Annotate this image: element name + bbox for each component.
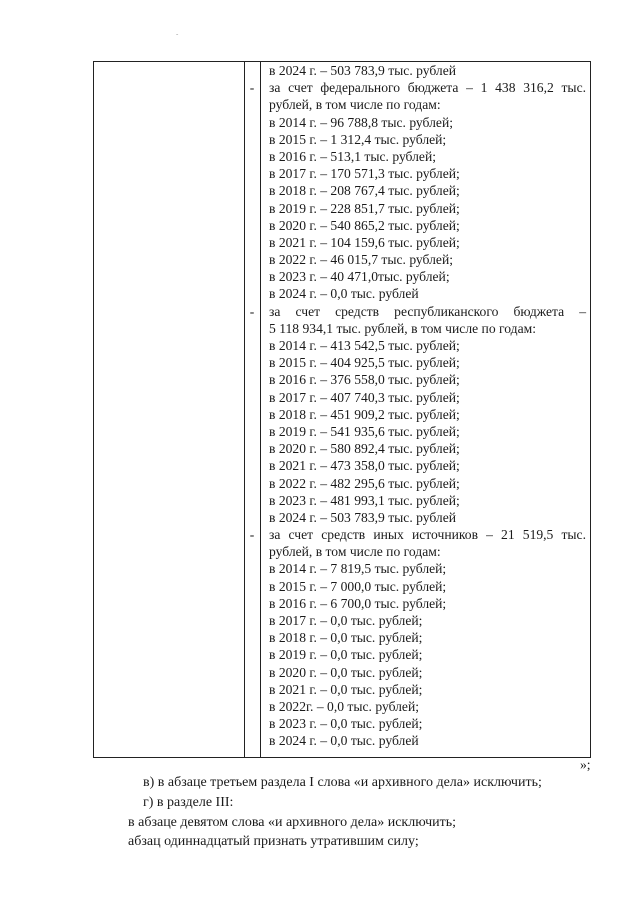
table-row bbox=[94, 629, 590, 646]
row-text: в 2021 г. – 0,0 тыс. рублей; bbox=[269, 681, 423, 697]
row-text: в 2014 г. – 7 819,5 тыс. рублей; bbox=[269, 561, 447, 577]
table-row bbox=[94, 354, 590, 371]
row-dash: - bbox=[249, 303, 255, 319]
row-text: за счет средств республиканского бюджета – bbox=[269, 303, 586, 319]
table-row bbox=[94, 320, 590, 337]
row-text: в 2015 г. – 404 925,5 тыс. рублей; bbox=[269, 355, 460, 371]
table-row bbox=[94, 492, 590, 509]
table-row bbox=[94, 131, 590, 148]
row-text: в 2023 г. – 40 471,0тыс. рублей; bbox=[269, 269, 450, 285]
row-text: в 2020 г. – 0,0 тыс. рублей; bbox=[269, 664, 423, 680]
budget-table bbox=[93, 61, 591, 758]
table-row bbox=[94, 217, 590, 234]
table-row bbox=[94, 715, 590, 732]
table-row bbox=[94, 646, 590, 663]
table-row bbox=[94, 62, 590, 79]
row-text: за счет федерального бюджета – 1 438 316,2 тыс. bbox=[269, 80, 586, 96]
table-row bbox=[94, 371, 590, 388]
table-row bbox=[94, 578, 590, 595]
row-text: в 2019 г. – 0,0 тыс. рублей; bbox=[269, 647, 423, 663]
table-row bbox=[94, 698, 590, 715]
row-text: в 2020 г. – 580 892,4 тыс. рублей; bbox=[269, 441, 460, 457]
row-text: в 2024 г. – 0,0 тыс. рублей bbox=[269, 286, 419, 302]
table-row bbox=[94, 337, 590, 354]
table-row bbox=[94, 457, 590, 474]
row-text: в 2015 г. – 7 000,0 тыс. рублей; bbox=[269, 578, 447, 594]
table-row bbox=[94, 234, 590, 251]
table-row bbox=[94, 664, 590, 681]
row-dash: - bbox=[249, 80, 255, 96]
table-row bbox=[94, 509, 590, 526]
row-text: в 2016 г. – 376 558,0 тыс. рублей; bbox=[269, 372, 460, 388]
closing-quote: »; bbox=[580, 757, 591, 772]
page-mark: - bbox=[176, 30, 179, 38]
row-text: рублей, в том числе по годам: bbox=[269, 97, 441, 113]
row-text: в 2016 г. – 6 700,0 тыс. рублей; bbox=[269, 595, 447, 611]
table-row bbox=[94, 595, 590, 612]
table-row bbox=[94, 475, 590, 492]
table-row bbox=[94, 423, 590, 440]
row-text: в 2019 г. – 228 851,7 тыс. рублей; bbox=[269, 200, 460, 216]
table-row bbox=[94, 182, 590, 199]
row-text: в 2023 г. – 0,0 тыс. рублей; bbox=[269, 716, 423, 732]
row-text: в 2019 г. – 541 935,6 тыс. рублей; bbox=[269, 423, 460, 439]
row-text: рублей, в том числе по годам: bbox=[269, 544, 441, 560]
row-text: в 2024 г. – 503 783,9 тыс. рублей bbox=[269, 509, 457, 525]
table-rows bbox=[94, 62, 590, 750]
row-text: в 2021 г. – 473 358,0 тыс. рублей; bbox=[269, 458, 460, 474]
row-text: в 2014 г. – 413 542,5 тыс. рублей; bbox=[269, 338, 460, 353]
row-text: в 2017 г. – 407 740,3 тыс. рублей; bbox=[269, 389, 460, 405]
table-row bbox=[94, 268, 590, 285]
table-row bbox=[94, 406, 590, 423]
row-text: в 2015 г. – 1 312,4 тыс. рублей; bbox=[269, 131, 447, 147]
table-row bbox=[94, 285, 590, 302]
row-text: в 2024 г. – 0,0 тыс. рублей bbox=[269, 733, 419, 749]
table-row bbox=[94, 389, 590, 406]
row-text: в 2022г. – 0,0 тыс. рублей; bbox=[269, 698, 420, 714]
row-text: в 2022 г. – 46 015,7 тыс. рублей; bbox=[269, 252, 453, 268]
row-text: в 2023 г. – 481 993,1 тыс. рублей; bbox=[269, 492, 460, 508]
table-row bbox=[94, 440, 590, 457]
row-text: в 2017 г. – 0,0 тыс. рублей; bbox=[269, 613, 423, 628]
row-text: за счет средств иных источников – 21 519,5 тыс. bbox=[269, 527, 586, 543]
row-text: в 2014 г. – 96 788,8 тыс. рублей; bbox=[269, 114, 453, 130]
table-row bbox=[94, 200, 590, 217]
paragraph-g: г) в разделе III: bbox=[143, 795, 234, 810]
row-text: в 2020 г. – 540 865,2 тыс. рублей; bbox=[269, 217, 460, 233]
table-row bbox=[94, 732, 590, 749]
row-text: 5 118 934,1 тыс. рублей, в том числе по годам: bbox=[269, 320, 536, 336]
table-row bbox=[94, 96, 590, 113]
row-text: в 2022 г. – 482 295,6 тыс. рублей; bbox=[269, 475, 460, 491]
table-row bbox=[94, 612, 590, 629]
row-text: в 2018 г. – 451 909,2 тыс. рублей; bbox=[269, 406, 460, 422]
row-dash: - bbox=[249, 527, 255, 543]
row-text: в 2016 г. – 513,1 тыс. рублей; bbox=[269, 148, 437, 164]
row-text: в 2021 г. – 104 159,6 тыс. рублей; bbox=[269, 234, 460, 250]
row-text: в 2017 г. – 170 571,3 тыс. рублей; bbox=[269, 166, 460, 182]
paragraph-v: в) в абзаце третьем раздела I слова «и архивного дела» исключить; bbox=[143, 775, 542, 790]
row-text: в 2018 г. – 0,0 тыс. рублей; bbox=[269, 630, 423, 646]
row-text: в 2024 г. – 503 783,9 тыс. рублей bbox=[269, 63, 457, 78]
table-row bbox=[94, 543, 590, 560]
table-row bbox=[94, 114, 590, 131]
paragraph-ninth: в абзаце девятом слова «и архивного дела» исключить; bbox=[128, 815, 457, 830]
table-row bbox=[94, 165, 590, 182]
paragraph-eleventh: абзац одиннадцатый признать утратившим силу; bbox=[128, 834, 419, 849]
table-row bbox=[94, 148, 590, 165]
table-row bbox=[94, 560, 590, 577]
table-row bbox=[94, 681, 590, 698]
table-row bbox=[94, 79, 590, 96]
row-text: в 2018 г. – 208 767,4 тыс. рублей; bbox=[269, 183, 460, 199]
table-row bbox=[94, 526, 590, 543]
table-row bbox=[94, 251, 590, 268]
table-row bbox=[94, 303, 590, 320]
